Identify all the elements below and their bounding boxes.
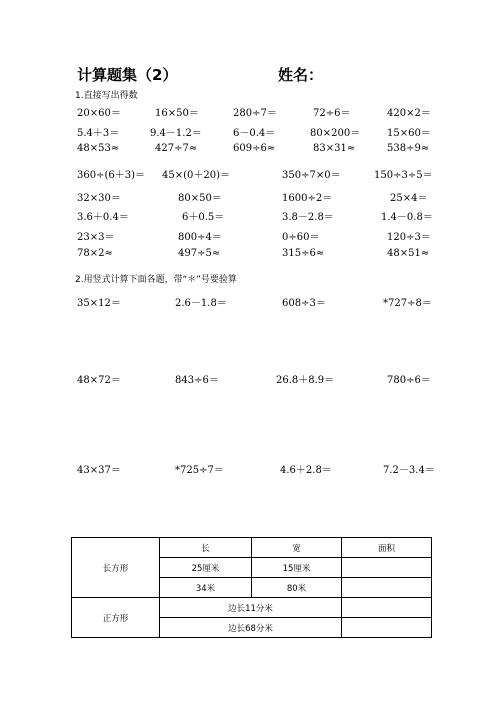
problem: 0÷60＝ — [282, 232, 320, 243]
problem: 360÷(6＋3)＝ — [77, 170, 145, 181]
answer-cell — [342, 558, 432, 578]
answer-cell — [342, 578, 432, 598]
table-cell: 15厘米 — [252, 558, 342, 578]
problem: 1.4－0.8＝ — [381, 212, 433, 223]
section2-heading: 2.用竖式计算下面各题，带“＊”号要验算 — [75, 275, 237, 285]
problem: 780÷6＝ — [387, 375, 431, 386]
problem: 48×51≈ — [387, 248, 430, 259]
problem: 800÷4＝ — [178, 232, 222, 243]
problem: 315÷6≈ — [282, 248, 325, 259]
problem: 15×60＝ — [387, 128, 431, 139]
problem: *727÷8＝ — [383, 298, 432, 309]
header-cell: 长 — [160, 538, 252, 558]
page-title: 计算题集（2） — [77, 66, 178, 84]
section1-heading: 1.直接写出得数 — [75, 91, 138, 101]
problem: 538÷9≈ — [387, 143, 430, 154]
answer-cell — [342, 618, 432, 638]
area-table — [71, 537, 432, 638]
problem: 83×31≈ — [313, 143, 356, 154]
problem: 35×12＝ — [77, 298, 121, 309]
problem: *725÷7＝ — [175, 465, 224, 476]
problem: 80×200＝ — [310, 128, 361, 139]
problem: 16×50＝ — [155, 108, 199, 119]
name-label: 姓名： — [278, 66, 324, 84]
problem: 45×(0＋20)＝ — [162, 170, 230, 181]
problem: 43×37＝ — [77, 465, 121, 476]
problem: 25×4＝ — [390, 193, 428, 204]
problem: 48×72＝ — [77, 375, 121, 386]
table-cell: 边长11分米 — [160, 598, 342, 618]
problem: 608÷3＝ — [282, 298, 326, 309]
problem: 1600÷2＝ — [282, 193, 333, 204]
problem: 5.4＋3＝ — [77, 128, 120, 139]
rect-label-cell — [72, 538, 160, 598]
problem: 72÷6＝ — [313, 108, 351, 119]
header-cell: 面积 — [342, 538, 432, 558]
problem: 427÷7≈ — [155, 143, 198, 154]
problem: 80×50＝ — [178, 193, 222, 204]
problem: 9.4－1.2＝ — [150, 128, 202, 139]
square-label: 正方形 — [102, 613, 129, 624]
problem: 32×30＝ — [77, 193, 121, 204]
problem: 150÷3÷5＝ — [374, 170, 433, 181]
problem: 7.2－3.4＝ — [383, 465, 435, 476]
problem: 3.6＋0.4＝ — [77, 212, 129, 223]
problem: 6＋0.5＝ — [182, 212, 225, 223]
answer-cell — [342, 598, 432, 618]
problem: 4.6＋2.8＝ — [280, 465, 332, 476]
table-cell: 边长68分米 — [160, 618, 342, 638]
problem: 280÷7＝ — [233, 108, 277, 119]
table-cell: 80米 — [252, 578, 342, 598]
problem: 843÷6＝ — [175, 375, 219, 386]
problem: 120÷3＝ — [387, 232, 431, 243]
problem: 48×53≈ — [77, 143, 120, 154]
problem: 26.8＋8.9＝ — [276, 375, 335, 386]
table-cell: 34米 — [160, 578, 252, 598]
problem: 420×2＝ — [387, 108, 431, 119]
problem: 497÷5≈ — [178, 248, 221, 259]
header-cell: 宽 — [252, 538, 342, 558]
problem: 609÷6≈ — [233, 143, 276, 154]
problem: 78×2≈ — [77, 248, 113, 259]
problem: 23×3＝ — [77, 232, 115, 243]
rect-label: 长方形 — [102, 563, 129, 574]
problem: 3.8－2.8＝ — [282, 212, 334, 223]
table-cell: 25厘米 — [160, 558, 252, 578]
problem: 350÷7×0＝ — [282, 170, 341, 181]
problem: 6－0.4＝ — [233, 128, 276, 139]
problem: 2.6－1.8＝ — [175, 298, 227, 309]
problem: 20×60＝ — [77, 108, 121, 119]
square-label-cell — [72, 598, 160, 638]
